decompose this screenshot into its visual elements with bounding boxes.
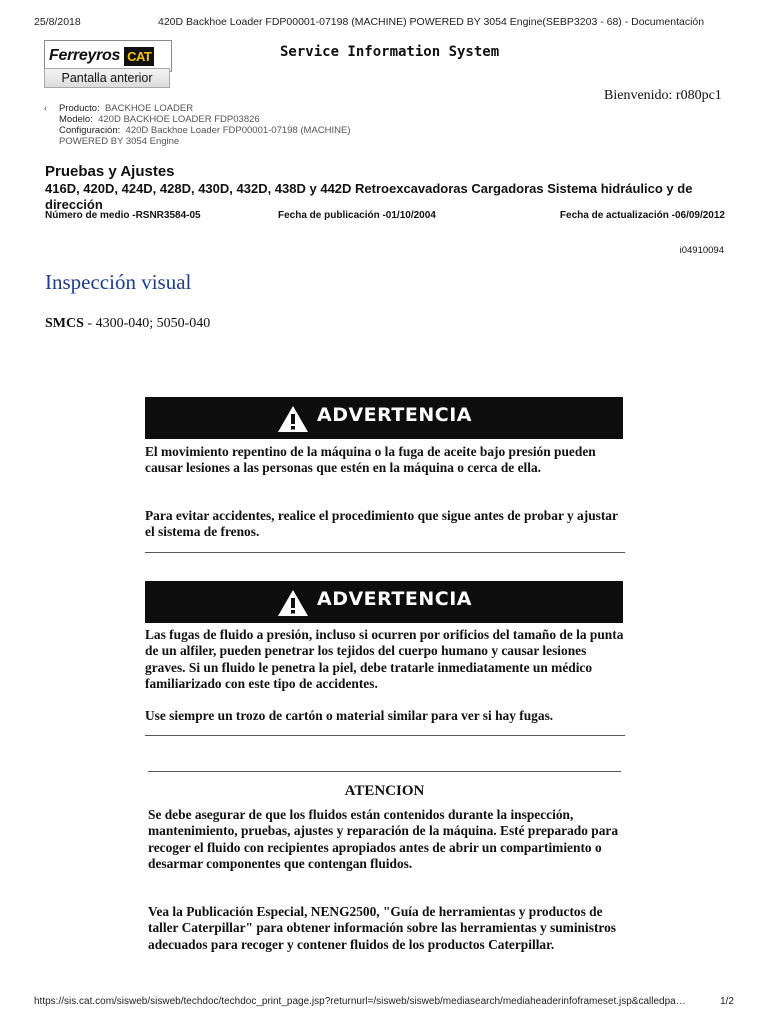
update-date: Fecha de actualización -06/09/2012 [559,210,725,221]
configuration-row-2: POWERED BY 3054 Engine [59,136,180,147]
divider [145,552,625,553]
warning-triangle-icon [277,405,309,433]
product-row: Producto: BACKHOE LOADER [59,103,194,114]
previous-screen-button[interactable]: Pantalla anterior [44,68,170,88]
section-name: Pruebas y Ajustes [45,163,175,180]
print-date: 25/8/2018 [34,16,81,28]
warning-text: Use siempre un trozo de cartón o material similar para ver si hay fugas. [145,708,554,723]
warning-banner [145,581,623,623]
media-number: Número de medio -RSNR3584-05 [45,210,201,221]
warning-banner [145,397,623,439]
configuration-row: Configuración: 420D Backhoe Loader FDP00001-07198 (MACHINE) [59,125,351,136]
warning-text: El movimiento repentino de la máquina o la fuga de aceite bajo presión pueden causar lesiones a las personas que estén en la máquina o cerca de ella. [145,444,596,476]
publication-date: Fecha de publicación -01/10/2004 [278,210,436,221]
page-title: Inspección visual [45,270,192,294]
notice-title: ATENCION [344,783,425,799]
system-title: Service Information System [280,44,500,60]
print-header [34,16,734,30]
page-url: https://sis.cat.com/sisweb/sisweb/techdoc/techdoc_print_page.jsp?returnurl=/sisweb/sisweb/mediasearch/mediaheaderinfoframeset.jsp&calledpa… [34,996,686,1007]
print-document-title: 420D Backhoe Loader FDP00001-07198 (MACHINE) POWERED BY 3054 Engine(SEBP3203 - 68) - Documentación [158,16,705,28]
brand-name: Ferreyros [49,47,121,64]
document-id: i04910094 [679,245,724,256]
notice-text: Se debe asegurar de que los fluidos están contenidos durante la inspección, mantenimiento, pruebas, ajustes y reparación de la máquina. Esté preparado para recoger el fluido con recipientes apropiados antes de abrir un compartimiento o desarmar componentes que contengan fluidos. [148,807,619,871]
publication-info [45,210,725,223]
collapse-arrow-icon[interactable]: ‹ [44,103,47,113]
page-number: 1/2 [720,996,734,1007]
divider [145,735,625,736]
cat-badge: CAT [124,47,154,66]
warning-label: ADVERTENCIA [317,404,472,426]
smcs-code: SMCS - 4300-040; 5050-040 [45,316,211,331]
warning-label: ADVERTENCIA [317,588,472,610]
warning-text: Para evitar accidentes, realice el procedimiento que sigue antes de probar y ajustar el sistema de frenos. [145,508,618,540]
print-footer [34,996,734,1010]
model-row: Modelo: 420D BACKHOE LOADER FDP03826 [59,114,260,125]
divider [148,771,621,772]
document-heading: 416D, 420D, 424D, 428D, 430D, 432D, 438D y 442D Retroexcavadoras Cargadoras Sistema hidráulico y de dirección [45,181,693,212]
welcome-user: Bienvenido: r080pc1 [604,88,722,103]
notice-text: Vea la Publicación Especial, NENG2500, "Guía de herramientas y productos de taller Caterpillar" para obtener información sobre las herramientas y suministros adecuados para recoger y contener fluidos de los productos Caterpillar. [148,904,617,952]
warning-triangle-icon [277,589,309,617]
warning-text: Las fugas de fluido a presión, incluso si ocurren por orificios del tamaño de la punta de un alfiler, pueden penetrar los tejidos del cuerpo humano y causar lesiones graves. Si un fluido le penetra la piel, debe tratarle inmediatamente un médico familiarizado con este tipo de accidentes. [145,627,624,691]
